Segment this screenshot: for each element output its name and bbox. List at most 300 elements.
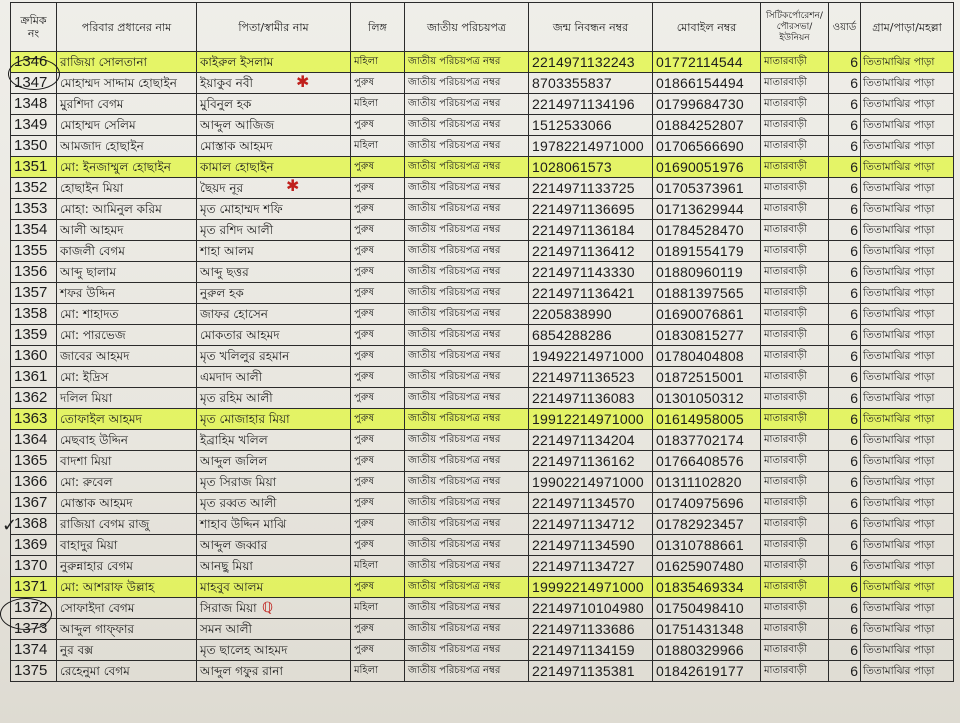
cell-head-name: তোফাইল আহমদ bbox=[57, 409, 197, 430]
cell-mobile: 01880960119 bbox=[653, 262, 761, 283]
cell-union: মাতারবাড়ী bbox=[761, 73, 829, 94]
cell-serial: 1365 bbox=[11, 451, 57, 472]
cell-ward: 6 bbox=[829, 241, 861, 262]
cell-father-name: এমদাদ আলী bbox=[197, 367, 351, 388]
cell-id-type: জাতীয় পরিচয়পত্র নম্বর bbox=[405, 514, 529, 535]
cell-ward: 6 bbox=[829, 451, 861, 472]
table-row bbox=[11, 640, 954, 661]
cell-gender: মহিলা bbox=[351, 661, 405, 682]
cell-gender: মহিলা bbox=[351, 136, 405, 157]
cell-union: মাতারবাড়ী bbox=[761, 241, 829, 262]
table-row bbox=[11, 262, 954, 283]
cell-village: তিতামাঝির পাড়া bbox=[861, 514, 954, 535]
cell-mobile: 01884252807 bbox=[653, 115, 761, 136]
cell-head-name: মো: ইদ্রিস bbox=[57, 367, 197, 388]
table-row bbox=[11, 661, 954, 682]
cell-ward: 6 bbox=[829, 178, 861, 199]
cell-head-name: জাবের আহমদ bbox=[57, 346, 197, 367]
cell-union: মাতারবাড়ী bbox=[761, 493, 829, 514]
cell-serial: 1363 bbox=[11, 409, 57, 430]
cell-mobile: 01713629944 bbox=[653, 199, 761, 220]
cell-id-type: জাতীয় পরিচয়পত্র নম্বর bbox=[405, 493, 529, 514]
cell-serial: 1364 bbox=[11, 430, 57, 451]
cell-serial: 1362 bbox=[11, 388, 57, 409]
cell-birth-reg: 2214971133725 bbox=[529, 178, 653, 199]
cell-mobile: 01799684730 bbox=[653, 94, 761, 115]
cell-village: তিতামাঝির পাড়া bbox=[861, 199, 954, 220]
cell-id-type: জাতীয় পরিচয়পত্র নম্বর bbox=[405, 577, 529, 598]
cell-village: তিতামাঝির পাড়া bbox=[861, 367, 954, 388]
cell-village: তিতামাঝির পাড়া bbox=[861, 661, 954, 682]
cell-id-type: জাতীয় পরিচয়পত্র নম্বর bbox=[405, 241, 529, 262]
cell-village: তিতামাঝির পাড়া bbox=[861, 262, 954, 283]
cell-gender: পুরুষ bbox=[351, 283, 405, 304]
cell-id-type: জাতীয় পরিচয়পত্র নম্বর bbox=[405, 556, 529, 577]
cell-serial: 1361 bbox=[11, 367, 57, 388]
cell-father-name: সমন আলী bbox=[197, 619, 351, 640]
cell-mobile: 01750498410 bbox=[653, 598, 761, 619]
cell-birth-reg: 2214971136412 bbox=[529, 241, 653, 262]
cell-father-name: আনছু মিয়া bbox=[197, 556, 351, 577]
cell-father-name: মৃত রব্বত আলী bbox=[197, 493, 351, 514]
table-row bbox=[11, 514, 954, 535]
cell-union: মাতারবাড়ী bbox=[761, 409, 829, 430]
cell-ward: 6 bbox=[829, 493, 861, 514]
cell-village: তিতামাঝির পাড়া bbox=[861, 409, 954, 430]
cell-mobile: 01301050312 bbox=[653, 388, 761, 409]
cell-serial: 1358 bbox=[11, 304, 57, 325]
cell-father-name: মুবিনুল হক bbox=[197, 94, 351, 115]
cell-serial: 1371 bbox=[11, 577, 57, 598]
cell-mobile: 01772114544 bbox=[653, 52, 761, 73]
cell-head-name: কাজলী বেগম bbox=[57, 241, 197, 262]
cell-union: মাতারবাড়ী bbox=[761, 430, 829, 451]
table-header-row bbox=[11, 3, 954, 52]
cell-ward: 6 bbox=[829, 535, 861, 556]
cell-id-type: জাতীয় পরিচয়পত্র নম্বর bbox=[405, 535, 529, 556]
beneficiary-table bbox=[10, 2, 954, 682]
cell-gender: পুরুষ bbox=[351, 157, 405, 178]
header-id-type: জাতীয় পরিচয়পত্র bbox=[405, 3, 529, 52]
cell-serial: 1352 bbox=[11, 178, 57, 199]
header-village: গ্রাম/পাড়া/মহল্লা bbox=[861, 3, 954, 52]
cell-id-type: জাতীয় পরিচয়পত্র নম্বর bbox=[405, 304, 529, 325]
cell-id-type: জাতীয় পরিচয়পত্র নম্বর bbox=[405, 388, 529, 409]
cell-ward: 6 bbox=[829, 619, 861, 640]
cell-birth-reg: 2214971134590 bbox=[529, 535, 653, 556]
cell-mobile: 01310788661 bbox=[653, 535, 761, 556]
cell-mobile: 01690076861 bbox=[653, 304, 761, 325]
cell-birth-reg: 19492214971000 bbox=[529, 346, 653, 367]
cell-union: মাতারবাড়ী bbox=[761, 52, 829, 73]
header-city-corp: সিটিকর্পোরেশন/পৌরসভা/ইউনিয়ন bbox=[761, 3, 829, 52]
cell-mobile: 01751431348 bbox=[653, 619, 761, 640]
cell-birth-reg: 2214971134712 bbox=[529, 514, 653, 535]
table-row bbox=[11, 136, 954, 157]
table-row bbox=[11, 325, 954, 346]
cell-mobile: 01866154494 bbox=[653, 73, 761, 94]
header-mobile: মোবাইল নম্বর bbox=[653, 3, 761, 52]
cell-head-name: মো: আশরাফ উল্লাহ bbox=[57, 577, 197, 598]
cell-id-type: জাতীয় পরিচয়পত্র নম্বর bbox=[405, 52, 529, 73]
cell-mobile: 01881397565 bbox=[653, 283, 761, 304]
cell-village: তিতামাঝির পাড়া bbox=[861, 178, 954, 199]
cell-gender: পুরুষ bbox=[351, 304, 405, 325]
cell-serial: 1369 bbox=[11, 535, 57, 556]
cell-mobile: 01835469334 bbox=[653, 577, 761, 598]
cell-id-type: জাতীয় পরিচয়পত্র নম্বর bbox=[405, 262, 529, 283]
cell-gender: পুরুষ bbox=[351, 577, 405, 598]
table-row bbox=[11, 493, 954, 514]
cell-gender: মহিলা bbox=[351, 598, 405, 619]
table-row bbox=[11, 283, 954, 304]
cell-father-name: ইয়াকুব নবী bbox=[197, 73, 351, 94]
table-row bbox=[11, 577, 954, 598]
cell-head-name: আব্দু ছালাম bbox=[57, 262, 197, 283]
cell-father-name: মোস্তাক আহমদ bbox=[197, 136, 351, 157]
cell-serial: 1359 bbox=[11, 325, 57, 346]
cell-mobile: 01614958005 bbox=[653, 409, 761, 430]
cell-birth-reg: 8703355837 bbox=[529, 73, 653, 94]
cell-union: মাতারবাড়ী bbox=[761, 661, 829, 682]
cell-village: তিতামাঝির পাড়া bbox=[861, 115, 954, 136]
cell-gender: পুরুষ bbox=[351, 640, 405, 661]
cell-mobile: 01740975696 bbox=[653, 493, 761, 514]
table-row bbox=[11, 52, 954, 73]
cell-union: মাতারবাড়ী bbox=[761, 367, 829, 388]
cell-serial: 1348 bbox=[11, 94, 57, 115]
cell-serial: 1351 bbox=[11, 157, 57, 178]
cell-father-name: আব্দু ছত্তর bbox=[197, 262, 351, 283]
cell-mobile: 01766408576 bbox=[653, 451, 761, 472]
cell-serial: 1354 bbox=[11, 220, 57, 241]
cell-head-name: বাহাদুর মিয়া bbox=[57, 535, 197, 556]
cell-birth-reg: 2214971133686 bbox=[529, 619, 653, 640]
cell-id-type: জাতীয় পরিচয়পত্র নম্বর bbox=[405, 472, 529, 493]
cell-serial: 1357 bbox=[11, 283, 57, 304]
cell-union: মাতারবাড়ী bbox=[761, 283, 829, 304]
cell-village: তিতামাঝির পাড়া bbox=[861, 52, 954, 73]
cell-gender: পুরুষ bbox=[351, 367, 405, 388]
cell-birth-reg: 19902214971000 bbox=[529, 472, 653, 493]
cell-gender: পুরুষ bbox=[351, 430, 405, 451]
cell-birth-reg: 1028061573 bbox=[529, 157, 653, 178]
cell-father-name: শাহা আলম bbox=[197, 241, 351, 262]
cell-birth-reg: 2214971136523 bbox=[529, 367, 653, 388]
cell-head-name: মোহা: আমিনুল করিম bbox=[57, 199, 197, 220]
cell-id-type: জাতীয় পরিচয়পত্র নম্বর bbox=[405, 178, 529, 199]
cell-village: তিতামাঝির পাড়া bbox=[861, 346, 954, 367]
cell-serial: 1346 bbox=[11, 52, 57, 73]
cell-serial: 1370 bbox=[11, 556, 57, 577]
cell-id-type: জাতীয় পরিচয়পত্র নম্বর bbox=[405, 451, 529, 472]
table-row bbox=[11, 556, 954, 577]
cell-father-name: মোকতার আহমদ bbox=[197, 325, 351, 346]
cell-id-type: জাতীয় পরিচয়পত্র নম্বর bbox=[405, 367, 529, 388]
cell-father-name: আব্দুল আজিজ bbox=[197, 115, 351, 136]
cell-head-name: আমজাদ হোছাইন bbox=[57, 136, 197, 157]
cell-ward: 6 bbox=[829, 199, 861, 220]
cell-birth-reg: 2214971136184 bbox=[529, 220, 653, 241]
cell-father-name: মৃত খলিলুর রহমান bbox=[197, 346, 351, 367]
cell-union: মাতারবাড়ী bbox=[761, 94, 829, 115]
cell-gender: পুরুষ bbox=[351, 115, 405, 136]
cell-mobile: 01706566690 bbox=[653, 136, 761, 157]
cell-id-type: জাতীয় পরিচয়পত্র নম্বর bbox=[405, 619, 529, 640]
cell-birth-reg: 1512533066 bbox=[529, 115, 653, 136]
cell-id-type: জাতীয় পরিচয়পত্র নম্বর bbox=[405, 199, 529, 220]
cell-id-type: জাতীয় পরিচয়পত্র নম্বর bbox=[405, 640, 529, 661]
cell-father-name: সিরাজ মিয়া bbox=[197, 598, 351, 619]
cell-union: মাতারবাড়ী bbox=[761, 556, 829, 577]
cell-birth-reg: 22149710104980 bbox=[529, 598, 653, 619]
cell-union: মাতারবাড়ী bbox=[761, 388, 829, 409]
cell-gender: পুরুষ bbox=[351, 535, 405, 556]
header-gender: লিঙ্গ bbox=[351, 3, 405, 52]
cell-gender: মহিলা bbox=[351, 94, 405, 115]
cell-village: তিতামাঝির পাড়া bbox=[861, 136, 954, 157]
cell-village: তিতামাঝির পাড়া bbox=[861, 577, 954, 598]
cell-head-name: আলী আহমদ bbox=[57, 220, 197, 241]
cell-birth-reg: 19992214971000 bbox=[529, 577, 653, 598]
cell-gender: মহিলা bbox=[351, 556, 405, 577]
table-row bbox=[11, 598, 954, 619]
cell-father-name: ছৈয়দ নূর bbox=[197, 178, 351, 199]
cell-birth-reg: 2214971134196 bbox=[529, 94, 653, 115]
cell-birth-reg: 19912214971000 bbox=[529, 409, 653, 430]
cell-birth-reg: 2214971136695 bbox=[529, 199, 653, 220]
table-row bbox=[11, 73, 954, 94]
cell-mobile: 01784528470 bbox=[653, 220, 761, 241]
cell-birth-reg: 2205838990 bbox=[529, 304, 653, 325]
cell-id-type: জাতীয় পরিচয়পত্র নম্বর bbox=[405, 430, 529, 451]
cell-head-name: মো: ইনজাম্মুল হোছাইন bbox=[57, 157, 197, 178]
header-birth-reg: জন্ম নিবন্ধন নম্বর bbox=[529, 3, 653, 52]
cell-father-name: মৃত রহিম আলী bbox=[197, 388, 351, 409]
cell-village: তিতামাঝির পাড়া bbox=[861, 325, 954, 346]
cell-father-name: মৃত সিরাজ মিয়া bbox=[197, 472, 351, 493]
cell-birth-reg: 2214971134159 bbox=[529, 640, 653, 661]
cell-id-type: জাতীয় পরিচয়পত্র নম্বর bbox=[405, 661, 529, 682]
cell-village: তিতামাঝির পাড়া bbox=[861, 451, 954, 472]
cell-union: মাতারবাড়ী bbox=[761, 451, 829, 472]
cell-ward: 6 bbox=[829, 556, 861, 577]
handwritten-tick-mark: ✓ bbox=[2, 515, 18, 536]
cell-mobile: 01830815277 bbox=[653, 325, 761, 346]
cell-serial: 1347 bbox=[11, 73, 57, 94]
cell-gender: পুরুষ bbox=[351, 388, 405, 409]
cell-id-type: জাতীয় পরিচয়পত্র নম্বর bbox=[405, 283, 529, 304]
cell-serial: 1349 bbox=[11, 115, 57, 136]
cell-village: তিতামাঝির পাড়া bbox=[861, 640, 954, 661]
cell-birth-reg: 2214971134570 bbox=[529, 493, 653, 514]
cell-gender: পুরুষ bbox=[351, 619, 405, 640]
cell-father-name: নুরুল হক bbox=[197, 283, 351, 304]
cell-ward: 6 bbox=[829, 157, 861, 178]
cell-serial: 1368 bbox=[11, 514, 57, 535]
cell-gender: পুরুষ bbox=[351, 451, 405, 472]
table-row bbox=[11, 94, 954, 115]
cell-union: মাতারবাড়ী bbox=[761, 472, 829, 493]
cell-ward: 6 bbox=[829, 346, 861, 367]
cell-head-name: বাদশা মিয়া bbox=[57, 451, 197, 472]
cell-gender: পুরুষ bbox=[351, 241, 405, 262]
cell-village: তিতামাঝির পাড়া bbox=[861, 241, 954, 262]
cell-id-type: জাতীয় পরিচয়পত্র নম্বর bbox=[405, 94, 529, 115]
cell-birth-reg: 2214971136083 bbox=[529, 388, 653, 409]
cell-mobile: 01872515001 bbox=[653, 367, 761, 388]
cell-head-name: মো: শাহাদত bbox=[57, 304, 197, 325]
cell-union: মাতারবাড়ী bbox=[761, 325, 829, 346]
handwritten-circle-1371 bbox=[0, 598, 52, 630]
table-row bbox=[11, 241, 954, 262]
table-row bbox=[11, 430, 954, 451]
cell-birth-reg: 2214971132243 bbox=[529, 52, 653, 73]
cell-serial: 1356 bbox=[11, 262, 57, 283]
cell-union: মাতারবাড়ী bbox=[761, 262, 829, 283]
cell-gender: পুরুষ bbox=[351, 346, 405, 367]
cell-ward: 6 bbox=[829, 115, 861, 136]
cell-village: তিতামাঝির পাড়া bbox=[861, 388, 954, 409]
cell-father-name: আব্দুল জলিল bbox=[197, 451, 351, 472]
cell-serial: 1375 bbox=[11, 661, 57, 682]
cell-gender: পুরুষ bbox=[351, 325, 405, 346]
cell-id-type: জাতীয় পরিচয়পত্র নম্বর bbox=[405, 115, 529, 136]
cell-head-name: শফর উদ্দিন bbox=[57, 283, 197, 304]
cell-gender: মহিলা bbox=[351, 52, 405, 73]
cell-village: তিতামাঝির পাড়া bbox=[861, 493, 954, 514]
cell-ward: 6 bbox=[829, 304, 861, 325]
cell-ward: 6 bbox=[829, 388, 861, 409]
table-row bbox=[11, 199, 954, 220]
cell-union: মাতারবাড়ী bbox=[761, 619, 829, 640]
table-row bbox=[11, 346, 954, 367]
table-row bbox=[11, 220, 954, 241]
cell-id-type: জাতীয় পরিচয়পত্র নম্বর bbox=[405, 325, 529, 346]
cell-ward: 6 bbox=[829, 598, 861, 619]
cell-union: মাতারবাড়ী bbox=[761, 598, 829, 619]
cell-head-name: মুরশিদা বেগম bbox=[57, 94, 197, 115]
cell-ward: 6 bbox=[829, 640, 861, 661]
cell-village: তিতামাঝির পাড়া bbox=[861, 598, 954, 619]
table-row bbox=[11, 409, 954, 430]
cell-father-name: মৃত রশিদ আলী bbox=[197, 220, 351, 241]
cell-village: তিতামাঝির পাড়া bbox=[861, 472, 954, 493]
cell-head-name: মোহাম্মদ সেলিম bbox=[57, 115, 197, 136]
cell-serial: 1374 bbox=[11, 640, 57, 661]
cell-father-name: মাহবুব আলম bbox=[197, 577, 351, 598]
cell-birth-reg: 2214971136162 bbox=[529, 451, 653, 472]
cell-gender: পুরুষ bbox=[351, 220, 405, 241]
cell-mobile: 01782923457 bbox=[653, 514, 761, 535]
cell-id-type: জাতীয় পরিচয়পত্র নম্বর bbox=[405, 598, 529, 619]
cell-ward: 6 bbox=[829, 514, 861, 535]
cell-id-type: জাতীয় পরিচয়পত্র নম্বর bbox=[405, 409, 529, 430]
cell-gender: পুরুষ bbox=[351, 73, 405, 94]
cell-birth-reg: 2214971134204 bbox=[529, 430, 653, 451]
cell-ward: 6 bbox=[829, 136, 861, 157]
cell-serial: 1373 bbox=[11, 619, 57, 640]
table-row bbox=[11, 535, 954, 556]
cell-head-name: আব্দুল গাফ্ফার bbox=[57, 619, 197, 640]
header-father-name: পিতা/স্বামীর নাম bbox=[197, 3, 351, 52]
cell-union: মাতারবাড়ী bbox=[761, 136, 829, 157]
cell-head-name: মোস্তাক আহমদ bbox=[57, 493, 197, 514]
cell-head-name: মোহাম্মদ সাদ্দাম হোছাইন bbox=[57, 73, 197, 94]
cell-union: মাতারবাড়ী bbox=[761, 178, 829, 199]
cell-village: তিতামাঝির পাড়া bbox=[861, 304, 954, 325]
cell-serial: 1360 bbox=[11, 346, 57, 367]
cell-union: মাতারবাড়ী bbox=[761, 346, 829, 367]
cell-ward: 6 bbox=[829, 325, 861, 346]
cell-union: মাতারবাড়ী bbox=[761, 157, 829, 178]
cell-id-type: জাতীয় পরিচয়পত্র নম্বর bbox=[405, 73, 529, 94]
cell-village: তিতামাঝির পাড়া bbox=[861, 94, 954, 115]
cell-union: মাতারবাড়ী bbox=[761, 640, 829, 661]
handwritten-star-mark: ✱ bbox=[286, 176, 300, 195]
cell-serial: 1355 bbox=[11, 241, 57, 262]
table-row bbox=[11, 451, 954, 472]
cell-mobile: 01705373961 bbox=[653, 178, 761, 199]
cell-head-name: দলিল মিয়া bbox=[57, 388, 197, 409]
cell-union: মাতারবাড়ী bbox=[761, 199, 829, 220]
cell-village: তিতামাঝির পাড়া bbox=[861, 619, 954, 640]
cell-village: তিতামাঝির পাড়া bbox=[861, 535, 954, 556]
cell-id-type: জাতীয় পরিচয়পত্র নম্বর bbox=[405, 157, 529, 178]
cell-gender: পুরুষ bbox=[351, 409, 405, 430]
table-row bbox=[11, 304, 954, 325]
cell-village: তিতামাঝির পাড়া bbox=[861, 220, 954, 241]
cell-father-name: জাফর হোসেন bbox=[197, 304, 351, 325]
cell-ward: 6 bbox=[829, 94, 861, 115]
table-row bbox=[11, 367, 954, 388]
cell-village: তিতামাঝির পাড়া bbox=[861, 430, 954, 451]
handwritten-star-mark: ✱ bbox=[296, 72, 310, 91]
cell-id-type: জাতীয় পরিচয়পত্র নম্বর bbox=[405, 346, 529, 367]
cell-head-name: রাজিয়া বেগম রাজু bbox=[57, 514, 197, 535]
cell-union: মাতারবাড়ী bbox=[761, 115, 829, 136]
cell-birth-reg: 6854288286 bbox=[529, 325, 653, 346]
cell-head-name: সোফাইদা বেগম bbox=[57, 598, 197, 619]
cell-ward: 6 bbox=[829, 472, 861, 493]
table-row bbox=[11, 472, 954, 493]
cell-village: তিতামাঝির পাড়া bbox=[861, 556, 954, 577]
cell-head-name: মো: পারভেজ bbox=[57, 325, 197, 346]
cell-head-name: নুরুন্নাহার বেগম bbox=[57, 556, 197, 577]
cell-id-type: জাতীয় পরিচয়পত্র নম্বর bbox=[405, 220, 529, 241]
cell-mobile: 01880329966 bbox=[653, 640, 761, 661]
cell-union: মাতারবাড়ী bbox=[761, 514, 829, 535]
table-row bbox=[11, 115, 954, 136]
header-ward: ওয়ার্ড bbox=[829, 3, 861, 52]
cell-father-name: আব্দুল জব্বার bbox=[197, 535, 351, 556]
cell-gender: পুরুষ bbox=[351, 262, 405, 283]
handwritten-circle-1346 bbox=[8, 58, 60, 90]
cell-birth-reg: 2214971143330 bbox=[529, 262, 653, 283]
cell-father-name: মৃত ছালেহ আহমদ bbox=[197, 640, 351, 661]
cell-serial: 1366 bbox=[11, 472, 57, 493]
cell-ward: 6 bbox=[829, 577, 861, 598]
header-serial: ক্রমিক নং bbox=[11, 3, 57, 52]
cell-ward: 6 bbox=[829, 430, 861, 451]
cell-father-name: আব্দুল গফুর রানা bbox=[197, 661, 351, 682]
cell-mobile: 01625907480 bbox=[653, 556, 761, 577]
cell-head-name: নুর বক্স bbox=[57, 640, 197, 661]
cell-serial: 1350 bbox=[11, 136, 57, 157]
cell-mobile: 01891554179 bbox=[653, 241, 761, 262]
cell-gender: পুরুষ bbox=[351, 472, 405, 493]
cell-gender: পুরুষ bbox=[351, 493, 405, 514]
